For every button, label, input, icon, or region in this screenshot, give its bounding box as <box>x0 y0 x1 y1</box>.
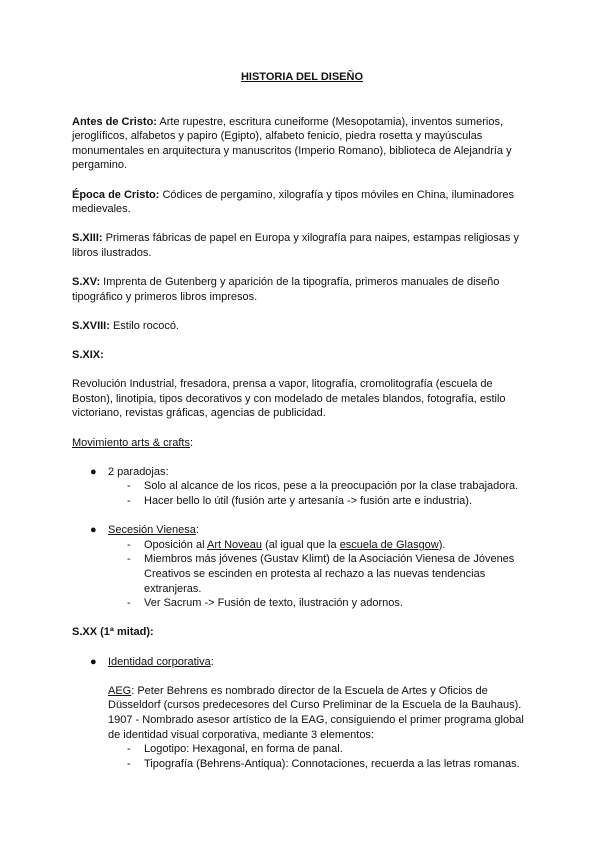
section-s15 <box>72 275 532 304</box>
sub-item-text: Logotipo: Hexagonal, en forma de panal. <box>144 743 343 756</box>
dash-icon: - <box>127 743 131 756</box>
document-title: HISTORIA DEL DISEÑO <box>240 71 364 83</box>
bullet-paradojas <box>72 465 532 480</box>
sub-item-text: Solo al alcance de los ricos, pese a la preocupación por la clase trabajadora. <box>144 480 519 493</box>
arts-crafts-heading-text: Movimiento arts & crafts <box>72 436 190 449</box>
sub-item <box>72 552 532 596</box>
sub-item-text-b: (al igual que la <box>262 538 340 551</box>
sub-item <box>72 494 532 509</box>
sub-item-text-a: Oposición al <box>144 538 207 551</box>
bullet-dot-icon: ● <box>90 655 97 668</box>
bullet-secesion-vienesa <box>72 523 532 538</box>
document-page <box>72 70 532 771</box>
section-text: Estilo rococó. <box>109 319 179 332</box>
section-antes-de-cristo <box>72 115 532 173</box>
dash-icon: - <box>127 480 131 493</box>
sub-item-text: Ver Sacrum -> Fusión de texto, ilustración y adornos. <box>144 597 403 610</box>
section-s20-heading: S.XX (1ª mitad): <box>72 626 154 639</box>
sub-item <box>72 596 532 611</box>
aeg-label: AEG <box>108 684 132 697</box>
link-art-noveau[interactable]: Art Noveau <box>206 538 263 551</box>
section-label: S.XVIII: <box>72 319 110 332</box>
section-epoca-de-cristo <box>72 188 532 217</box>
colon: : <box>195 524 199 537</box>
section-s19-text: Revolución Industrial, fresadora, prensa a vapor, litografía, cromolitografía (escuela de Boston), linotipia, tipos decorativos y con modelado de metales blandos, fotografía, estilo victoriano, revistas gráficas, agencias de publicidad. <box>72 378 506 420</box>
colon: : <box>210 655 214 668</box>
arts-crafts-heading <box>72 436 532 451</box>
bullet-text: Identidad corporativa <box>108 655 211 668</box>
sub-item <box>72 538 532 553</box>
section-s18 <box>72 319 532 334</box>
sub-item-text: Miembros más jóvenes (Gustav Klimt) de la Asociación Vienesa de Jóvenes Creativos se escinden en protesta al rechazo a las nuevas tendencias extranjeras. <box>144 553 515 595</box>
bullet-dot-icon: ● <box>90 465 97 478</box>
section-s19-heading: S.XIX: <box>72 349 104 362</box>
colon: : <box>189 436 194 449</box>
sub-item <box>72 479 532 494</box>
dash-icon: - <box>127 597 131 610</box>
section-text: Imprenta de Gutenberg y aparición de la tipografía, primeros manuales de diseño tipográfico y primeros libros impresos. <box>72 276 500 303</box>
section-text: Primeras fábricas de papel en Europa y xilografía para naipes, estampas religiosas y libros ilustrados. <box>72 232 519 259</box>
aeg-text: : Peter Behrens es nombrado director de la Escuela de Artes y Oficios de Düsseldorf (cursos predecesores del Curso Preliminar de la Escuela de la Bauhaus). 1907 - Nombrado asesor artístico de la EAG, consiguiendo el primer programa global de identidad visual corporativa, mediante 3 elementos: <box>108 684 524 741</box>
sub-item-text-c: ). <box>438 538 446 551</box>
bullet-identidad-corporativa <box>72 655 532 670</box>
sub-item-text: Tipografía (Behrens-Antiqua): Connotaciones, recuerda a las letras romanas. <box>144 757 520 770</box>
sub-item <box>72 742 532 757</box>
bullet-text: 2 paradojas: <box>108 465 169 478</box>
dash-icon: - <box>127 538 131 551</box>
section-label: S.XV: <box>72 276 101 289</box>
section-text: Códices de pergamino, xilografía y tipos móviles en China, iluminadores medievales. <box>72 188 515 216</box>
section-s13 <box>72 231 532 260</box>
section-label: Época de Cristo: <box>72 188 160 201</box>
dash-icon: - <box>127 553 131 566</box>
dash-icon: - <box>127 495 131 508</box>
dash-icon: - <box>127 757 131 770</box>
bullet-dot-icon: ● <box>90 524 97 537</box>
link-escuela-glasgow[interactable]: escuela de Glasgow <box>339 538 439 551</box>
sub-item <box>72 757 532 772</box>
section-label: S.XIII: <box>72 232 103 245</box>
aeg-paragraph <box>72 684 532 742</box>
section-label: Antes de Cristo: <box>72 115 157 128</box>
sub-item-text: Hacer bello lo útil (fusión arte y artesanía -> fusión arte e industria). <box>144 495 473 508</box>
section-text: Arte rupestre, escritura cuneiforme (Mesopotamia), inventos sumerios, jeroglíficos, alfabetos y papiro (Egipto), alfabeto fenicio, piedra rosetta y mayúsculas monumentales en arquitectura y manuscritos (Imperio Romano), biblioteca de Alejandría y pergamino. <box>72 115 512 172</box>
bullet-text: Secesión Vienesa <box>108 524 196 537</box>
